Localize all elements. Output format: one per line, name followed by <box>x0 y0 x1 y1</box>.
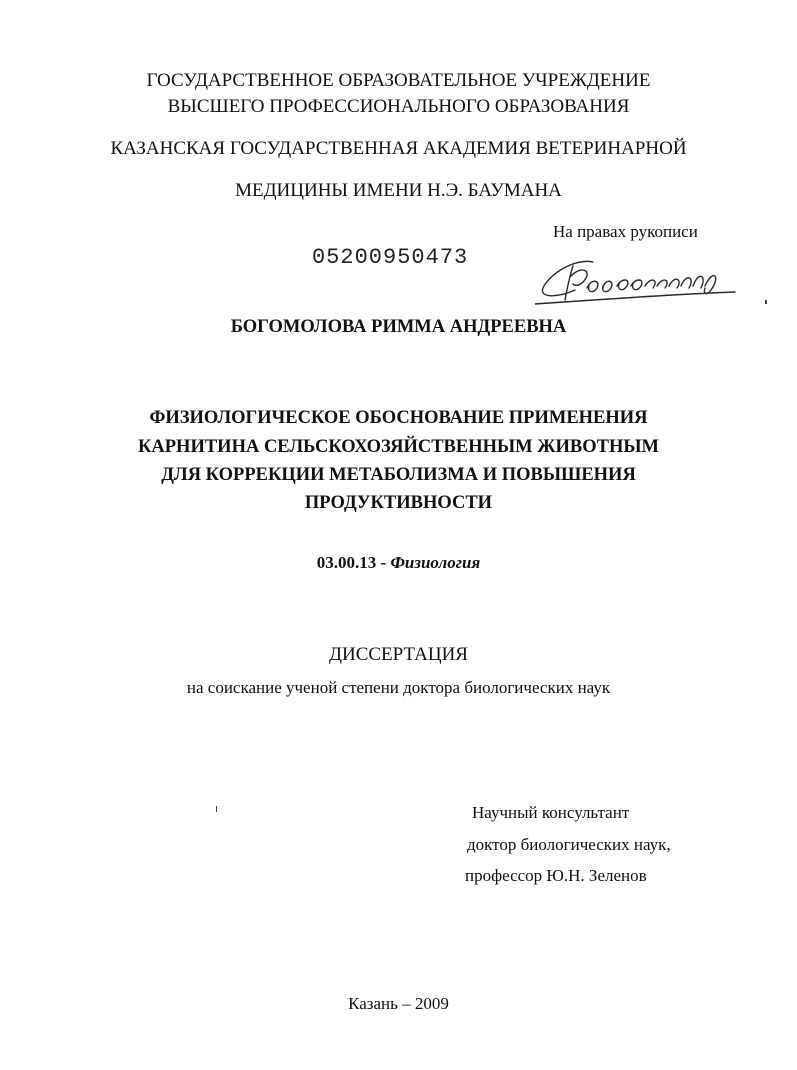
dissertation-title-line-3: ДЛЯ КОРРЕКЦИИ МЕТАБОЛИЗМА И ПОВЫШЕНИЯ <box>161 465 636 485</box>
dissertation-title-line-2: КАРНИТИНА СЕЛЬСКОХОЗЯЙСТВЕННЫМ ЖИВОТНЫМ <box>137 437 660 457</box>
rights-note: На правах рукописи <box>553 222 698 241</box>
scan-speck <box>216 806 217 812</box>
specialty-code: 03.00.13 - <box>316 553 391 572</box>
consultant-label: Научный консультант <box>472 803 630 822</box>
academy-line-2: МЕДИЦИНЫ ИМЕНИ Н.Э. БАУМАНА <box>235 180 562 201</box>
degree-line: на соискание ученой степени доктора биологических наук <box>186 678 611 697</box>
dissertation-title-line-1: ФИЗИОЛОГИЧЕСКОЕ ОБОСНОВАНИЕ ПРИМЕНЕНИЯ <box>149 408 648 428</box>
academy-line-1: КАЗАНСКАЯ ГОСУДАРСТВЕННАЯ АКАДЕМИЯ ВЕТЕРИНАРНОЙ <box>110 138 687 159</box>
dissertation-title-line-4: ПРОДУКТИВНОСТИ <box>304 493 493 513</box>
institution-line-2: ВЫСШЕГО ПРОФЕССИОНАЛЬНОГО ОБРАЗОВАНИЯ <box>167 96 630 117</box>
consultant-degree: доктор биологических наук, <box>467 835 671 854</box>
work-type: ДИССЕРТАЦИЯ <box>329 644 468 665</box>
specialty-name: Физиология <box>390 553 481 572</box>
author-name: БОГОМОЛОВА РИММА АНДРЕЕВНА <box>230 317 567 337</box>
author-signature <box>535 252 750 312</box>
institution-line-1: ГОСУДАРСТВЕННОЕ ОБРАЗОВАТЕЛЬНОЕ УЧРЕЖДЕНИЕ <box>146 70 651 91</box>
specialty <box>0 552 797 574</box>
consultant-name: профессор Ю.Н. Зеленов <box>465 866 647 885</box>
document-number: 05200950473 <box>312 245 469 270</box>
scan-speck <box>765 300 767 304</box>
city-year: Казань – 2009 <box>348 994 449 1013</box>
